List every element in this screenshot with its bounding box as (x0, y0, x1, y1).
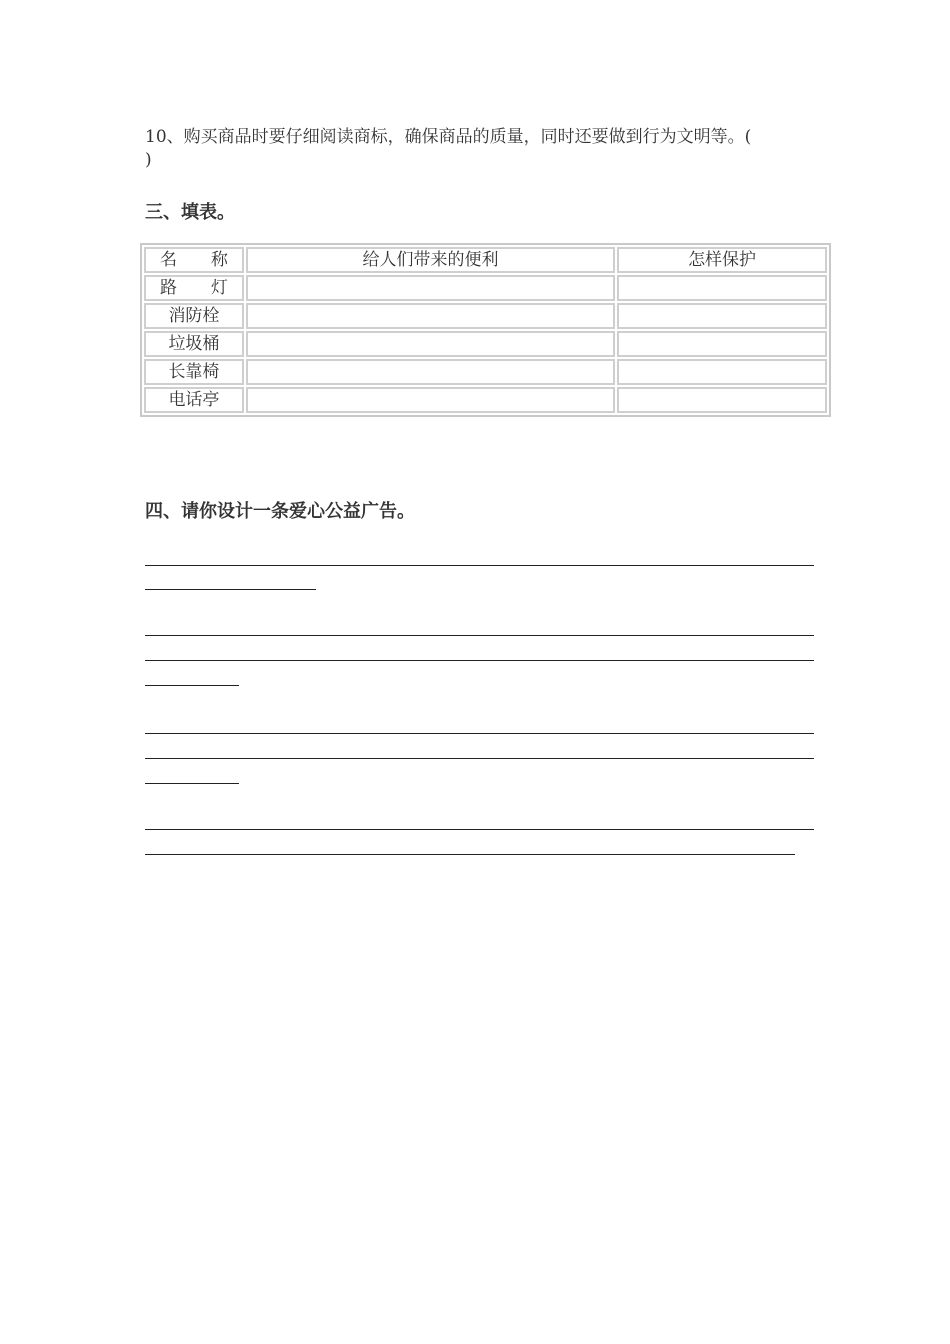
blank-cell[interactable] (246, 387, 615, 413)
answer-line[interactable] (145, 783, 239, 784)
table-row (144, 303, 827, 329)
blank-cell[interactable] (246, 303, 615, 329)
question-10-text: 10、购买商品时要仔细阅读商标，确保商品的质量，同时还要做到行为文明等。( (145, 127, 752, 147)
answer-line[interactable] (145, 589, 316, 590)
answer-line[interactable] (145, 635, 814, 636)
answer-line[interactable] (145, 854, 795, 855)
question-10-close-paren: ) (145, 150, 152, 170)
header-protection: 怎样保护 (617, 247, 827, 273)
answer-line[interactable] (145, 758, 814, 759)
table-row (144, 275, 827, 301)
blank-cell[interactable] (617, 387, 827, 413)
row-label: 消防栓 (144, 303, 244, 329)
question-10 (145, 126, 825, 172)
blank-cell[interactable] (246, 275, 615, 301)
row-label: 长靠椅 (144, 359, 244, 385)
answer-line[interactable] (145, 685, 239, 686)
blank-cell[interactable] (246, 359, 615, 385)
table-row (144, 331, 827, 357)
blank-cell[interactable] (246, 331, 615, 357)
row-label: 垃圾桶 (144, 331, 244, 357)
blank-cell[interactable] (617, 303, 827, 329)
table-row (144, 359, 827, 385)
header-name: 名 称 (144, 247, 244, 273)
blank-cell[interactable] (617, 275, 827, 301)
answer-line[interactable] (145, 829, 814, 830)
table-row (144, 387, 827, 413)
answer-line[interactable] (145, 660, 814, 661)
row-label: 路 灯 (144, 275, 244, 301)
header-convenience: 给人们带来的便利 (246, 247, 615, 273)
answer-line[interactable] (145, 565, 814, 566)
table-header-row (144, 247, 827, 273)
section-3-heading: 三、填表。 (145, 202, 235, 223)
section-4-heading: 四、请你设计一条爱心公益广告。 (145, 501, 415, 522)
blank-cell[interactable] (617, 359, 827, 385)
blank-cell[interactable] (617, 331, 827, 357)
row-label: 电话亭 (144, 387, 244, 413)
answer-line[interactable] (145, 733, 814, 734)
fill-in-table (140, 243, 831, 417)
